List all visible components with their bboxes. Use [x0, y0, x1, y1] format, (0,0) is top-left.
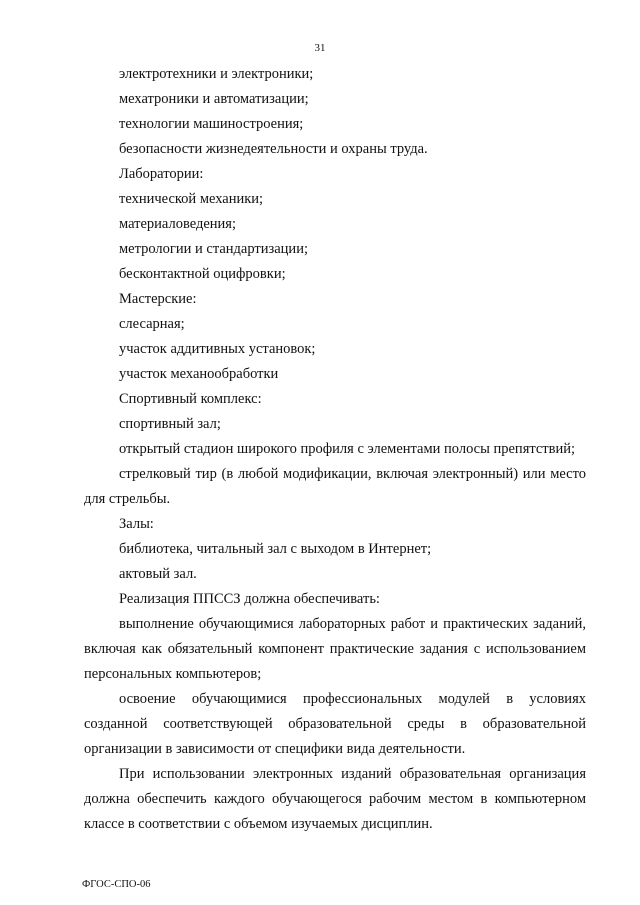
paragraph: освоение обучающимися профессиональных модулей в условиях созданной соответствующей образовательной среды в образовательной организации в зависимости от специфики вида деятельности.: [84, 691, 586, 757]
list-item: слесарная;: [119, 316, 185, 332]
section-heading-halls: Залы:: [119, 516, 154, 532]
list-item: спортивный зал;: [119, 416, 221, 432]
list-item: участок аддитивных установок;: [119, 341, 316, 357]
list-item: мехатроники и автоматизации;: [119, 91, 309, 107]
list-item: участок механообработки: [119, 366, 279, 382]
page-number: 31: [314, 42, 326, 54]
paragraph: При использовании электронных изданий образовательная организация должна обеспечить каждого обучающегося рабочим местом в компьютерном классе в соответствии с объемом изучаемых дисциплин.: [84, 766, 586, 832]
list-item: технической механики;: [119, 191, 264, 207]
document-body: [84, 62, 586, 837]
paragraph: выполнение обучающимися лабораторных работ и практических заданий, включая как обязательный компонент практические задания с использованием персональных компьютеров;: [84, 616, 586, 682]
list-item: электротехники и электроники;: [119, 66, 314, 82]
list-item: открытый стадион широкого профиля с элементами полосы препятствий;: [119, 441, 576, 457]
section-heading-workshops: Мастерские:: [119, 291, 197, 307]
section-heading-sports-complex: Спортивный комплекс:: [119, 391, 262, 407]
document-code-footer: ФГОС-СПО-06: [82, 879, 151, 890]
list-item: метрологии и стандартизации;: [119, 241, 308, 257]
list-item: библиотека, читальный зал с выходом в Интернет;: [119, 541, 432, 557]
list-item: технологии машиностроения;: [119, 116, 304, 132]
list-item: актовый зал.: [119, 566, 197, 582]
list-item: бесконтактной оцифровки;: [119, 266, 286, 282]
list-item: безопасности жизнедеятельности и охраны труда.: [119, 141, 428, 157]
section-heading-laboratories: Лаборатории:: [119, 166, 204, 182]
section-heading-implementation: Реализация ППССЗ должна обеспечивать:: [119, 591, 380, 607]
list-item: материаловедения;: [119, 216, 237, 232]
list-item: стрелковый тир (в любой модификации, включая электронный) или место для стрельбы.: [84, 466, 586, 507]
